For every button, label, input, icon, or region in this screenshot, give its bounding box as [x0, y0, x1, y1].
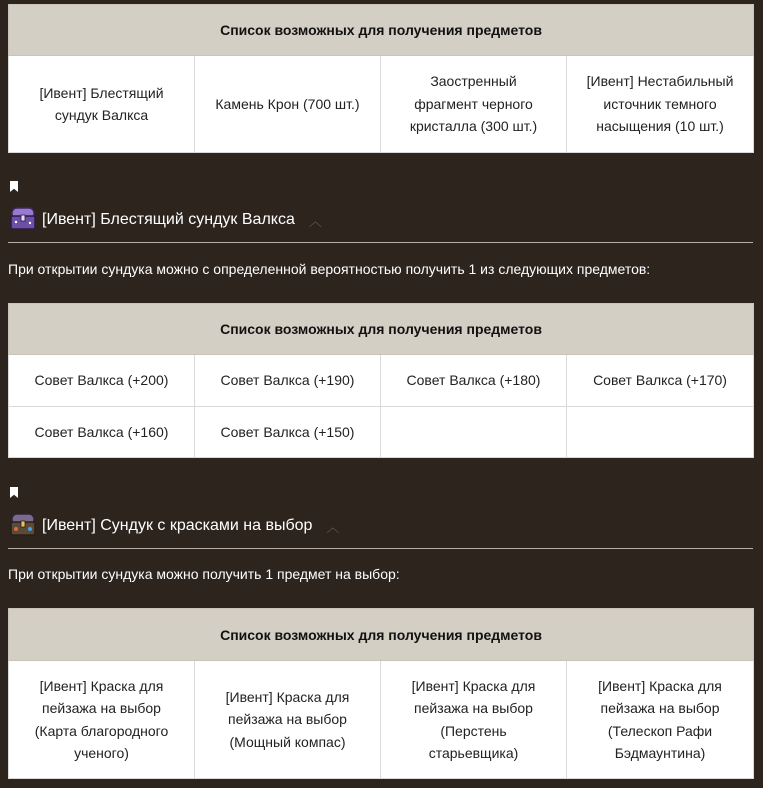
paint-items-table	[8, 608, 754, 779]
table-cell: [Ивент] Блестящий сундук Валкса	[9, 56, 195, 153]
table-cell: [Ивент] Краска для пейзажа на выбор (Телескоп Рафи Бэдмаунтина)	[567, 661, 754, 779]
section-description: При открытии сундука можно с определенной вероятностью получить 1 из следующих предметов:	[8, 261, 651, 277]
table-cell: Совет Валкса (+200)	[9, 355, 195, 407]
table-cell: [Ивент] Нестабильный источник темного насыщения (10 шт.)	[567, 56, 754, 153]
table-cell-empty	[567, 407, 754, 458]
table-header: Список возможных для получения предметов	[9, 609, 754, 661]
table-cell-empty	[381, 407, 567, 458]
top-items-table	[8, 4, 754, 153]
table-cell: Совет Валкса (+160)	[9, 407, 195, 458]
section-title-text: [Ивент] Сундук с красками на выбор	[42, 517, 313, 534]
valks-items-table	[8, 303, 754, 458]
table-cell: Совет Валкса (+170)	[567, 355, 754, 407]
section-description: При открытии сундука можно получить 1 предмет на выбор:	[8, 566, 400, 582]
section-title	[42, 515, 339, 535]
table-cell: [Ивент] Краска для пейзажа на выбор (Карта благородного ученого)	[9, 661, 195, 779]
table-cell: Совет Валкса (+180)	[381, 355, 567, 407]
chevron-up-icon[interactable]: ︿	[308, 214, 322, 229]
table-cell: [Ивент] Краска для пейзажа на выбор (Мощный компас)	[195, 661, 381, 779]
table-cell: Совет Валкса (+150)	[195, 407, 381, 458]
table-cell: Совет Валкса (+190)	[195, 355, 381, 407]
table-header: Список возможных для получения предметов	[9, 304, 754, 355]
bookmark-icon[interactable]	[10, 181, 18, 192]
table-cell: Камень Крон (700 шт.)	[195, 56, 381, 153]
purple-chest-icon	[9, 204, 37, 231]
table-cell: Заостренный фрагмент черного кристалла (300 шт.)	[381, 56, 567, 153]
paint-chest-icon	[9, 510, 37, 537]
chevron-up-icon[interactable]: ︿	[326, 520, 340, 535]
section-title	[42, 209, 322, 229]
divider	[8, 548, 753, 549]
divider	[8, 242, 753, 243]
bookmark-icon[interactable]	[10, 487, 18, 498]
table-header: Список возможных для получения предметов	[9, 5, 754, 56]
section-title-text: [Ивент] Блестящий сундук Валкса	[42, 211, 295, 228]
table-cell: [Ивент] Краска для пейзажа на выбор (Перстень старьевщика)	[381, 661, 567, 779]
